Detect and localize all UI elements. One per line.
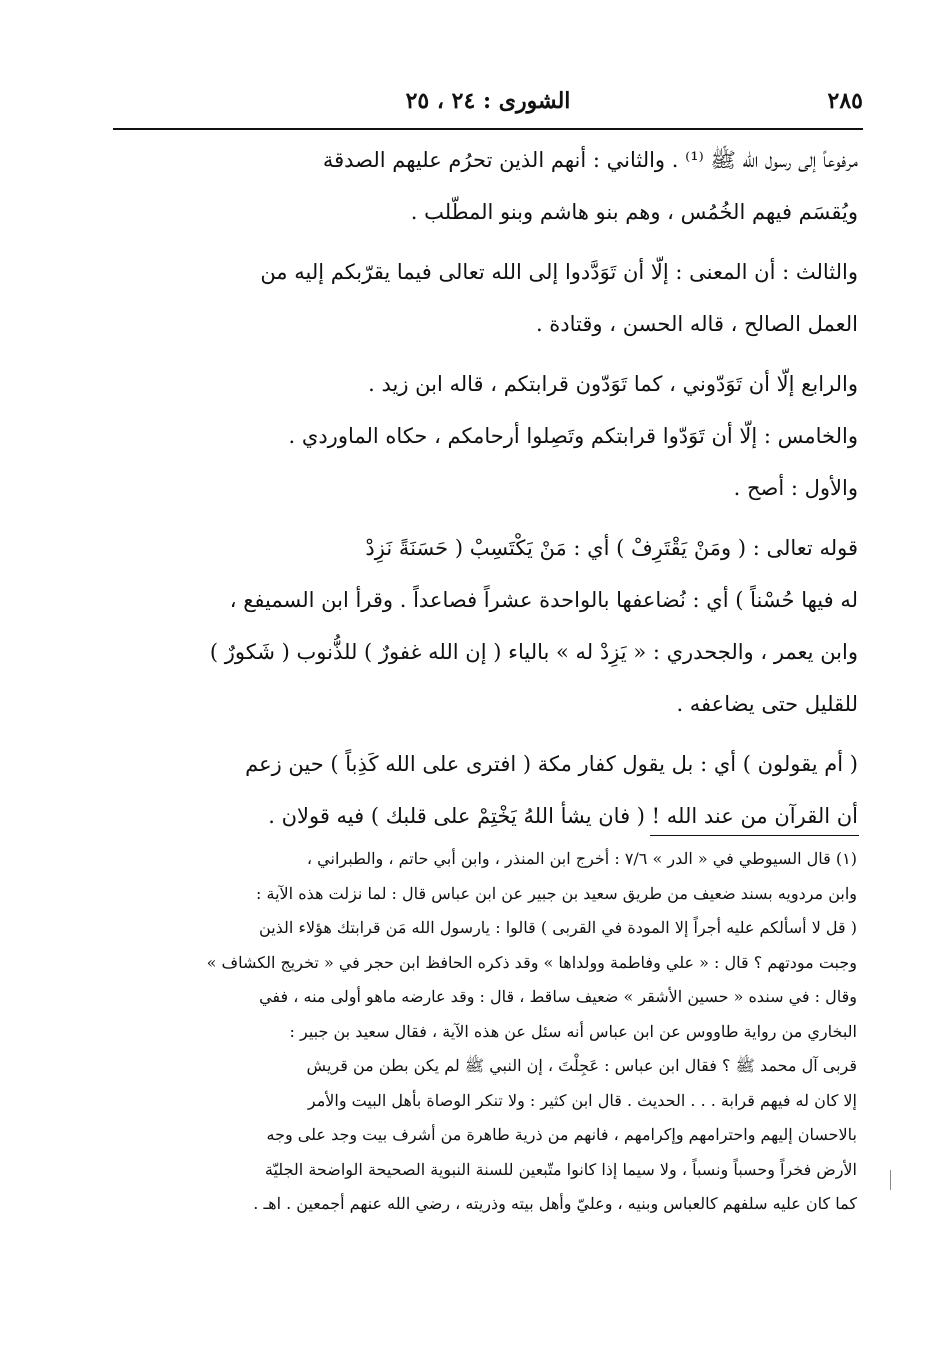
- footnote-line: (١) قال السيوطي في « الدر » ٧/٦ : أخرج ابن المنذر ، وابن أبي حاتم ، والطبراني ،: [306, 849, 857, 868]
- body-line: مرفوعاً إلى رسول الله ﷺ ⁽¹⁾ . والثاني : أنهم الذين تحرُم عليهم الصدقة: [322, 148, 858, 172]
- footnote-rule: [650, 835, 859, 836]
- margin-mark: [890, 1170, 891, 1190]
- running-head: الشورى : ٢٤ ، ٢٥: [405, 88, 571, 114]
- body-line: أن القرآن من عند الله ! ( فان يشأ اللهُ يَخْتِمْ على قلبك ) فيه قولان .: [268, 804, 858, 828]
- body-line: والأول : أصح .: [733, 476, 858, 500]
- footnote-line: الأرض فخراً وحسباً ونسباً ، ولا سيما إذا كانوا متّبعين للسنة النبوية الصحيحة الواضحة الجليّة: [264, 1159, 857, 1179]
- footnote-line: وجبت مودتهم ؟ قال : « علي وفاطمة وولداها » وقد ذكره الحافظ ابن حجر في « تخريج الكشاف »: [206, 952, 857, 972]
- footnotes: [123, 842, 857, 1222]
- body-line: ( أم يقولون ) أي : بل يقول كفار مكة ( افترى على الله كَذِباً ) حين زعم: [245, 752, 858, 776]
- footnote-line: قربى آل محمد ﷺ ؟ فقال ابن عباس : عَجِلْتَ ، إن النبي ﷺ لم يكن بطن من قريش: [306, 1056, 857, 1075]
- body-line: قوله تعالى : ( ومَنْ يَقْتَرِفْ ) أي : مَنْ يَكْتَسِبْ ( حَسَنَةً نَزِدْ: [365, 536, 858, 560]
- page-number: ٢٨٥: [827, 88, 863, 114]
- footnote-line: إلا كان له فيهم قرابة . . . الحديث . قال ابن كثير : ولا تنكر الوصاة بأهل البيت والأمر: [307, 1090, 857, 1110]
- body-line: والثالث : أن المعنى : إلّا أن تَوَدَّدوا إلى الله تعالى فيما يقرّبكم إليه من: [260, 260, 858, 284]
- footnote-line: وابن مردويه بسند ضعيف من طريق سعيد بن جبير عن ابن عباس قال : لما نزلت هذه الآية :: [256, 883, 857, 903]
- body-line: وابن يعمر ، والجحدري : « يَزِدْ له » بالياء ( إن الله غفورٌ ) للذُّنوب ( شَكورٌ ): [209, 640, 858, 664]
- body-line: والرابع إلّا أن تَوَدّوني ، كما تَوَدّون قرابتكم ، قاله ابن زيد .: [368, 372, 858, 396]
- footnote-line: وقال : في سنده « حسين الأشقر » ضعيف ساقط ، قال : وقد عارضه ماهو أولى منه ، ففي: [259, 987, 857, 1006]
- footnote-line: بالاحسان إليهم واحترامهم وإكرامهم ، فانهم من ذرية طاهرة من أشرف بيت وجد على وجه: [266, 1125, 857, 1144]
- body-line: له فيها حُسْناً ) أي : نُضاعفها بالواحدة عشراً فصاعداً . وقرأ ابن السميفع ،: [229, 588, 858, 612]
- body-line: العمل الصالح ، قاله الحسن ، وقتادة .: [535, 312, 858, 336]
- footnote-line: البخاري من رواية طاووس عن ابن عباس أنه سئل عن هذه الآية ، فقال سعيد بن جبير :: [289, 1021, 857, 1041]
- footnote-line: كما كان عليه سلفهم كالعباس وبنيه ، وعليّ وأهل بيته وذريته ، رضي الله عنهم أجمعين . اهـ .: [253, 1194, 857, 1213]
- main-text: [118, 134, 858, 842]
- body-line: والخامس : إلّا أن تَوَدّوا قرابتكم وتَصِلوا أرحامكم ، حكاه الماوردي .: [288, 424, 858, 448]
- body-line: ويُقسَم فيهم الخُمُس ، وهم بنو هاشم وبنو المطّلب .: [410, 200, 858, 224]
- body-line: للقليل حتى يضاعفه .: [676, 692, 858, 716]
- footnote-line: ( قل لا أسألكم عليه أجراً إلا المودة في القربى ) قالوا : يارسول الله مَن قرابتك هؤلاء الذين: [259, 918, 857, 937]
- page-header: [113, 86, 863, 120]
- header-rule: [113, 128, 863, 130]
